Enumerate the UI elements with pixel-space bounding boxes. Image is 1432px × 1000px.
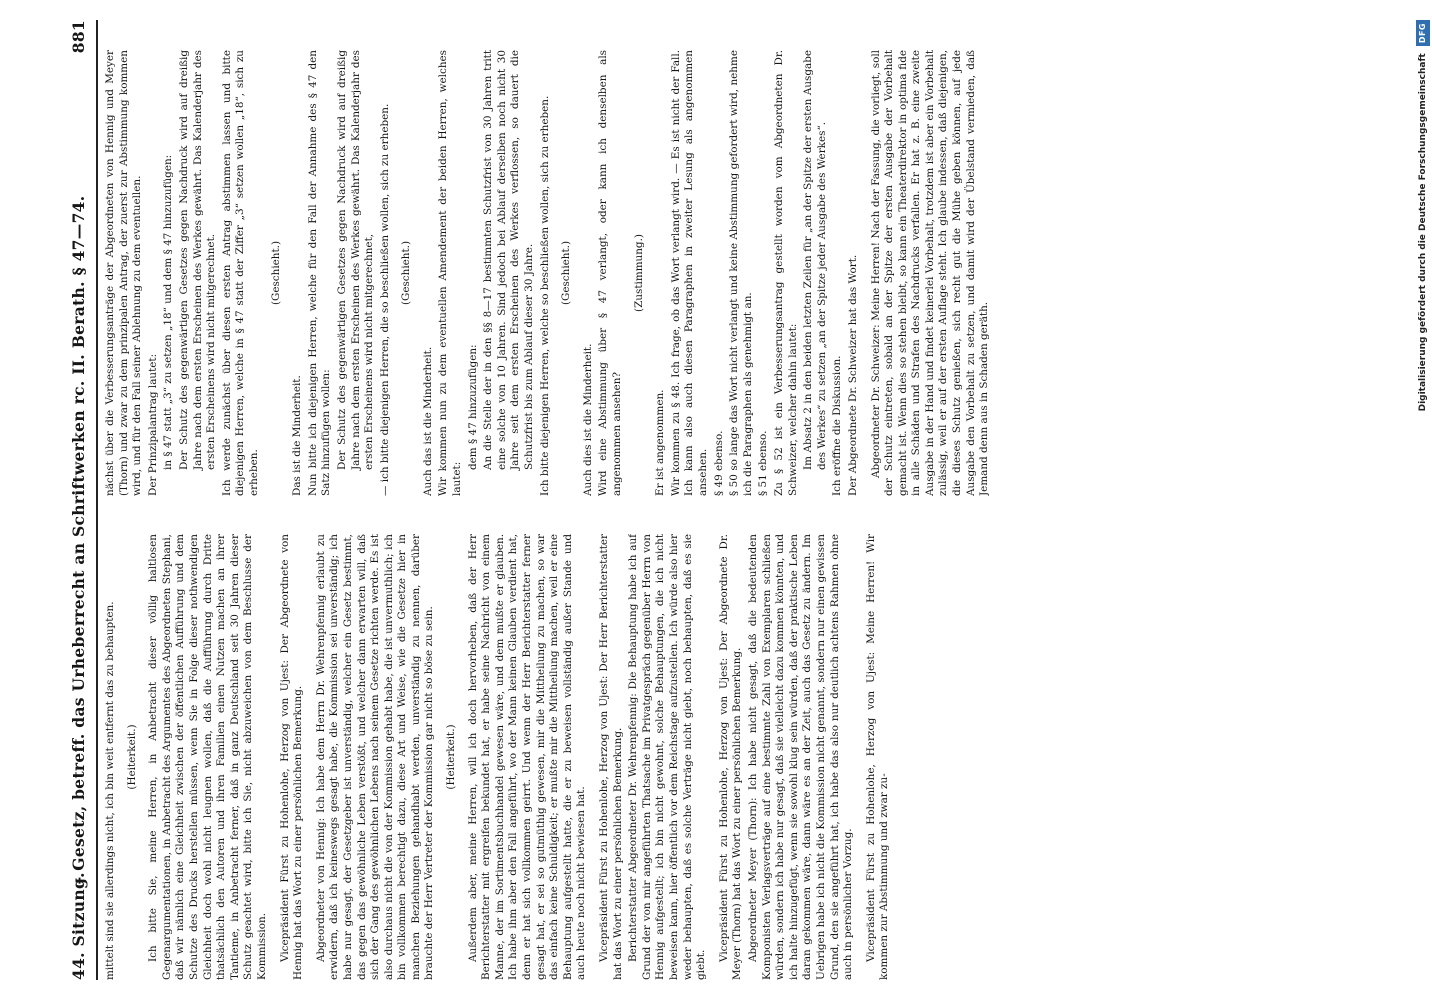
paragraph: Vicepräsident Fürst zu Hohenlohe, Herzog von Ujest: Der Abgeordnete von Hennig hat das Wort zu einer persönlichen Bemerkung. bbox=[278, 534, 305, 980]
paragraph: Der Schutz des gegenwärtigen Gesetzes gegen Nachdruck wird auf dreißig Jahre nach dem ersten Erscheinen des Werkes gewährt. Das Kalenderjahr des ersten Erscheinens wird nicht mitgerechnet, bbox=[335, 50, 376, 470]
right-column bbox=[104, 50, 1364, 496]
dfg-logo: DFG bbox=[1416, 20, 1430, 46]
paragraph: Vicepräsident Fürst zu Hohenlohe, Herzog von Ujest: Meine Herren! Wir kommen zur Abstimmung und zwar zu- bbox=[864, 534, 891, 980]
paragraph: Vicepräsident Fürst zu Hohenlohe, Herzog von Ujest: Der Herr Berichterstatter hat das Wort zu einer persönlichen Bemerkung. bbox=[598, 534, 624, 980]
running-head bbox=[70, 20, 98, 980]
paragraph: Im Absatz 2 in den beiden letzten Zeilen für „an der Spitze der ersten Ausgabe des Werkes“ zu setzen „an der Spitze jeder Ausgabe des Werkes“. bbox=[802, 50, 828, 470]
digitization-credit bbox=[1416, 20, 1430, 980]
paragraph: Abgeordneter Meyer (Thorn): Ich habe nicht gesagt, daß die bedeutenden Komponisten Verlagsverträge auf eine bestimmte Zahl von Exemplaren schließen würden, sondern ich habe nur gesagt, daß sie vielleicht dazu kommen könnten, und ich halte hinzugefügt, wenn sie sowohl klug sein würden, daß der praktische Leben daran gekommen wäre, dann wäre es an der Zeit, auch das Gesetz zu ändern. Im Uebrigen habe ich nicht die Kommission nicht genannt, sondern nur einen gewissen Grund, den sie angeführt hat, ich habe das also nur deutlich achtens Rahmen ohne auch in persönlicher Vorzug. bbox=[746, 534, 855, 980]
paragraph: Berichterstatter Abgeordneter Dr. Wehrenpfennig: Die Behauptung habe ich auf Grund der von mir angeführten Thatsache im Privatgespräch gegenüber Herrn von Hennig aufgestellt; ich bin nicht gewohnt, solche Behauptungen, die ich nicht beweisen kann, hier öffentlich vor dem Reichstage aufzustellen. Ich würde also hier weder behaupten, daß es solche Verträge nicht giebt, noch behaupten, daß es sie giebt. bbox=[627, 534, 708, 980]
paragraph: (Geschieht.) bbox=[400, 240, 413, 306]
paragraph: Außerdem aber, meine Herren, will ich doch hervorheben, daß der Herr Berichterstatter mit ergreifen bekundet hat, er habe seine Nachricht von einem Manne, der im Sortimentsbuchhandel gewesen wäre, und dem mußte er glauben. Ich habe ihm aber den Fall angeführt, wo der Mann keinen Glauben verdient hat, denn er hat sich vollkommen geirrt. Und wenn der Herr Berichterstatter ferner gesagt hat, er sei so gutmüthig gewesen, mir die Mittheilung zu machen, so war das einfach keine Schuldigkeit; er mußte mir die Mittheilung machen, weil er eine Behauptung aufgestellt hatte, die er zu beweisen vollständig außer Stande und auch heute noch nicht bewiesen hat. bbox=[466, 534, 588, 980]
paragraph: (Heiterkeit.) bbox=[125, 724, 138, 790]
paragraph: Nun bitte ich diejenigen Herren, welche für den Fall der Annahme des § 47 den Satz hinzufügen wollen: bbox=[306, 50, 333, 496]
paragraph: Wir kommen nun zu dem eventuellen Amendement der beiden Herren, welches lautet: bbox=[437, 50, 464, 496]
paragraph: (Zustimmung.) bbox=[632, 234, 645, 312]
paragraph: (Heiterkeit.) bbox=[445, 724, 458, 790]
paragraph: Ich eröffne die Diskussion. bbox=[831, 355, 844, 496]
page-number: 881 bbox=[69, 20, 88, 54]
paragraph: (Geschieht.) bbox=[560, 240, 573, 306]
paragraph: dem § 47 hinzuzufügen: bbox=[466, 344, 479, 470]
paragraph: § 49 ebenso. bbox=[712, 430, 725, 496]
credit-text-line bbox=[1416, 20, 1430, 980]
paragraph: nächst über die Verbesserungsanträge der Abgeordneten von Hennig und Meyer (Thorn) und zwar zu dem prinzipalen Antrag, der zuerst zur Abstimmung kommen wird, und für den Fall seiner Ablehnung zu dem eventuellen. bbox=[104, 50, 144, 496]
paragraph: Ich bitte Sie, meine Herren, in Anbetracht dieser völlig haltlosen Gegenargumentationen, in Anbetracht des Argumentes des Abgeordneten Stephani, daß wir nämlich eine Gleichheit zwischen der öffentlichen Aufführung und dem Schutze des Drucks herstellen müssen, wenn Sie in Folge dieser nothwendigen Gleichheit doch wohl nicht leugnen wollen, daß die Aufführung durch Dritte thatsächlich den Autoren und ihren Familien einen Nutzen machen an ihrer Tantieme, in Anbetracht ferner, daß in ganz Deutschland seit 30 Jahren dieser Schutz geachtet wird, bitte ich Sie, nicht abzuweichen von dem Beschlusse der Kommission. bbox=[147, 534, 268, 980]
paragraph: Abgeordneter Dr. Schweizer: Meine Herren! Nach der Fassung, die vorliegt, soll der Schutz eintreten, sobald an der Spitze der ersten Ausgabe der Vorbehalt gemacht ist. Wenn dies so stehen bleibt, so kann ein Theaterdirektor in optima fide in alle Schäden und Strafen des Nachdrucks verfallen. Er hat z. B. eine zweite Ausgabe in der Hand und findet keinerlei Vorbehalt, trotzdem ist aber ein Vorbehalt zulässig, weil er auf der ersten Auflage steht. Ich glaube indessen, daß diejenigen, die dieses Schutz genießen, sich recht gut die Mühe geben können, auf jede Ausgabe den Vorbehalt zu setzen, und damit wird der Übelstand vermieden, daß Jemand denn aus in Schaden geräth. bbox=[869, 50, 991, 496]
paragraph: Zu § 52 ist ein Verbesserungsantrag gestellt worden vom Abgeordneten Dr. Schweizer, welcher dahin lautet: bbox=[772, 50, 799, 496]
paragraph: Der Schutz des gegenwärtigen Gesetzes gegen Nachdruck wird auf dreißig Jahre nach dem ersten Erscheinen des Werkes gewährt. Das Kalenderjahr des ersten Erscheinens wird nicht mitgerechnet. bbox=[177, 50, 218, 470]
paragraph: Der Abgeordnete Dr. Schweizer hat das Wort. bbox=[846, 254, 859, 496]
paragraph: An die Stelle der in den §§ 8—17 bestimmten Schutzfrist von 30 Jahren tritt eine solche von 10 Jahren. Sind jedoch bei Ablauf derselben noch nicht 30 Jahre seit dem ersten Erscheinen des Werkes verflossen, so dauert die Schutzfrist bis zum Ablauf dieser 30 Jahre. bbox=[482, 50, 536, 470]
paragraph: Auch das ist die Minderheit. bbox=[421, 346, 434, 496]
paragraph: Das ist die Minderheit. bbox=[291, 375, 304, 496]
paragraph: — ich bitte diejenigen Herren, die so beschließen wollen, sich zu erheben. bbox=[378, 103, 391, 496]
page-title: – Gesetz, betreff. das Urheberrecht an Schriftwerken rc. II. Berath. § 47—74. bbox=[69, 195, 88, 885]
paragraph: Auch dies ist die Minderheit. bbox=[581, 343, 594, 496]
paragraph: Ich werde zunächst über diesen ersten Antrag abstimmen lassen und bitte diejenigen Herren, welche in § 47 statt der Ziffer „3“ setzen wollen „18“, sich zu erheben. bbox=[220, 50, 260, 496]
paragraph: § 51 ebenso. bbox=[757, 430, 770, 496]
paragraph: Der Prinzipalantrag lautet: bbox=[146, 353, 159, 496]
paragraph: Er ist angenommen. bbox=[654, 389, 667, 496]
paragraph: Ich bitte diejenigen Herren, welche so beschließen wollen, sich zu erheben. bbox=[538, 95, 551, 496]
paragraph: § 50 so lange das Wort nicht verlangt und keine Abstimmung gefordert wird, nehme ich die Paragraphen als genehmigt an. bbox=[728, 50, 754, 496]
left-column bbox=[104, 534, 1364, 980]
paragraph: in § 47 statt „3“ zu setzen „18“ und dem § 47 hinzuzufügen: bbox=[162, 154, 175, 470]
paragraph: Abgeordneter von Hennig: Ich habe dem Herrn Dr. Wehrenpfennig erlaubt zu erwidern, daß ich keineswegs gesagt habe, die Kommission sei unverständig; ich habe nur gesagt, der Gesetzgeber ist unverständig, welcher ein Gesetz bestimmt, das gegen das gewöhnliche Leben verstößt, und welcher dann erwarten will, daß sich der Gang des gewöhnlichen Lebens nach seinem Gesetze richten werde. Es ist also durchaus nicht die von der Kommission gehabt habe, die ist unvermuthlich; ich bin vollkommen berechtigt dazu, diese Art und Weise, wie die Gesetze hier in manchen Beziehungen gehandhabt werden, unverständig zu nennen, darüber brauchte der Herr Vertreter der Kommission gar nicht so böse zu sein. bbox=[314, 534, 436, 980]
paragraph: mittelt sind sie allerdings nicht, ich bin weit entfernt das zu behaupten. bbox=[104, 601, 116, 980]
paragraph: (Geschieht.) bbox=[269, 240, 282, 306]
paragraph: Wir kommen zu § 48. Ich frage, ob das Wort verlangt wird. — Es ist nicht der Fall. Ich kann also auch diesen Paragraphen in zweiter Lesung als angenommen ansehen. bbox=[669, 50, 709, 496]
paragraph: Vicepräsident Fürst zu Hohenlohe, Herzog von Ujest: Der Abgeordnete Dr. Meyer (Thorn) hat das Wort zu einer persönlichen Bemerkung. bbox=[717, 534, 744, 980]
credit-text: Digitalisierung gefördert durch die Deutsche Forschungsgemeinschaft bbox=[1418, 53, 1428, 412]
session-label: 44. Sitzung. bbox=[69, 872, 88, 980]
paragraph: Wird eine Abstimmung über § 47 verlangt, oder kann ich denselben als angenommen ansehen? bbox=[597, 50, 623, 496]
rotated-page-content bbox=[70, 20, 1370, 980]
